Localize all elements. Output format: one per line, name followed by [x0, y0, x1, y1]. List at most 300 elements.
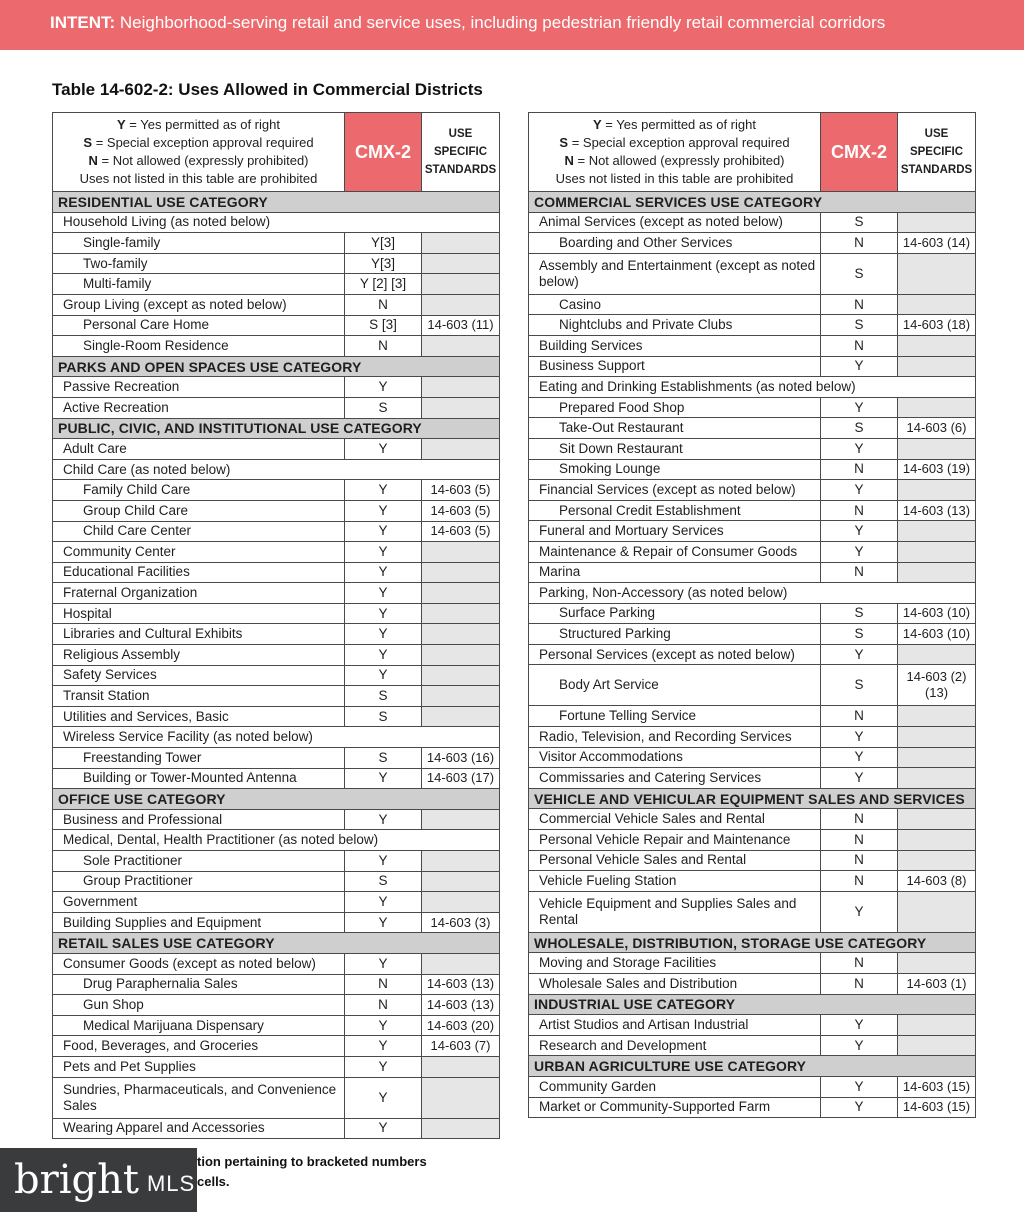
use-name: Family Child Care	[53, 480, 345, 501]
table-row	[529, 294, 976, 315]
use-standard	[422, 871, 500, 892]
legend-line	[531, 116, 818, 134]
use-standard: 14-603 (20)	[422, 1015, 500, 1036]
legend-key: S	[83, 135, 93, 150]
permission-value: Y	[821, 1097, 898, 1118]
legend-text: = Special exception approval required	[568, 135, 790, 150]
use-name: Pets and Pet Supplies	[53, 1056, 345, 1077]
legend-text: Uses not listed in this table are prohibited	[555, 171, 794, 186]
table-row	[53, 480, 500, 501]
permission-value: Y	[345, 1056, 422, 1077]
use-standard	[898, 294, 976, 315]
table-row	[53, 912, 500, 933]
permission-value: N	[821, 294, 898, 315]
use-name: Casino	[529, 294, 821, 315]
table-row	[53, 892, 500, 913]
use-standard: 14-603 (10)	[898, 603, 976, 624]
use-standard	[422, 233, 500, 254]
permission-value: N	[821, 335, 898, 356]
permission-value: Y	[345, 1118, 422, 1139]
use-specific-line: STANDARDS	[424, 164, 497, 176]
group-row	[53, 459, 500, 480]
table-row	[53, 624, 500, 645]
category-row	[53, 933, 500, 954]
permission-value: Y	[345, 953, 422, 974]
use-standard	[422, 583, 500, 604]
table-row	[53, 562, 500, 583]
permission-value: Y	[345, 583, 422, 604]
table-row	[53, 995, 500, 1016]
use-standard	[422, 274, 500, 295]
use-standard	[422, 645, 500, 666]
use-name: Funeral and Mortuary Services	[529, 521, 821, 542]
use-standard	[898, 562, 976, 583]
permission-value: Y[3]	[345, 253, 422, 274]
table-row	[529, 830, 976, 851]
header-row	[53, 113, 500, 192]
legend-cell	[529, 113, 821, 192]
use-standard	[422, 706, 500, 727]
legend-key: S	[559, 135, 569, 150]
table-row	[53, 748, 500, 769]
table-row	[529, 850, 976, 871]
table-row	[529, 397, 976, 418]
footnote-line-2: cells.	[197, 1174, 230, 1189]
permission-value: Y	[345, 439, 422, 460]
permission-value: Y	[821, 438, 898, 459]
use-name: Eating and Drinking Establishments (as noted below)	[529, 377, 976, 398]
use-standard	[422, 809, 500, 830]
use-name: Prepared Food Shop	[529, 397, 821, 418]
table-row	[529, 727, 976, 748]
use-name: Smoking Lounge	[529, 459, 821, 480]
permission-value: Y	[345, 521, 422, 542]
use-standard	[422, 953, 500, 974]
table-row	[53, 851, 500, 872]
use-name: Assembly and Entertainment (except as noted below)	[529, 253, 821, 294]
use-standard	[422, 851, 500, 872]
use-standard: 14-603 (13)	[422, 995, 500, 1016]
category-row	[53, 789, 500, 810]
legend-text: = Yes permitted as of right	[125, 117, 280, 132]
use-name: Wholesale Sales and Distribution	[529, 974, 821, 995]
use-name: Group Child Care	[53, 500, 345, 521]
permission-value: Y	[821, 1015, 898, 1036]
permission-value: Y[3]	[345, 233, 422, 254]
use-name: Personal Vehicle Sales and Rental	[529, 850, 821, 871]
permission-value: Y	[345, 377, 422, 398]
table-row	[53, 583, 500, 604]
use-name: Community Garden	[529, 1076, 821, 1097]
category-label: INDUSTRIAL USE CATEGORY	[529, 994, 976, 1015]
table-row	[529, 603, 976, 624]
permission-value: S	[345, 871, 422, 892]
use-specific-line: USE	[448, 128, 473, 140]
table-row	[53, 1036, 500, 1057]
use-name: Body Art Service	[529, 665, 821, 706]
permission-value: Y	[345, 500, 422, 521]
use-standard: 14-603 (10)	[898, 624, 976, 645]
use-name: Passive Recreation	[53, 377, 345, 398]
table-row	[53, 809, 500, 830]
footnote-line-1: tion pertaining to bracketed numbers	[197, 1154, 427, 1169]
table-row	[529, 562, 976, 583]
use-name: Business Support	[529, 356, 821, 377]
use-name: Building Supplies and Equipment	[53, 912, 345, 933]
use-standard: 14-603 (6)	[898, 418, 976, 439]
table-title: Table 14-602-2: Uses Allowed in Commercial Districts	[52, 80, 483, 99]
permission-value: Y	[345, 809, 422, 830]
use-name: Freestanding Tower	[53, 748, 345, 769]
permission-value: Y	[345, 603, 422, 624]
table-row	[529, 521, 976, 542]
use-standard: 14-603 (7)	[422, 1036, 500, 1057]
use-standard	[422, 686, 500, 707]
use-standard	[898, 727, 976, 748]
use-name: Religious Assembly	[53, 645, 345, 666]
use-standard	[898, 644, 976, 665]
use-name: Group Living (except as noted below)	[53, 294, 345, 315]
table-row	[529, 500, 976, 521]
use-standard	[422, 397, 500, 418]
table-row	[529, 356, 976, 377]
use-name: Adult Care	[53, 439, 345, 460]
category-row	[529, 1056, 976, 1077]
use-standard	[898, 438, 976, 459]
permission-value: Y	[821, 480, 898, 501]
use-specific-line: USE	[924, 128, 949, 140]
permission-value: S	[345, 686, 422, 707]
legend-text: = Not allowed (expressly prohibited)	[573, 153, 785, 168]
use-specific-line: SPECIFIC	[433, 146, 488, 158]
use-name: Personal Vehicle Repair and Maintenance	[529, 830, 821, 851]
use-name: Fraternal Organization	[53, 583, 345, 604]
use-name: Market or Community-Supported Farm	[529, 1097, 821, 1118]
table-row	[529, 418, 976, 439]
table-row	[529, 480, 976, 501]
table-row	[529, 233, 976, 254]
footnote	[197, 1152, 427, 1192]
use-name: Building or Tower-Mounted Antenna	[53, 768, 345, 789]
permission-value: Y	[821, 644, 898, 665]
table-row	[53, 1056, 500, 1077]
permission-value: N	[345, 995, 422, 1016]
permission-value: Y [2] [3]	[345, 274, 422, 295]
permission-value: Y	[821, 1076, 898, 1097]
use-name: Research and Development	[529, 1035, 821, 1056]
permission-value: N	[345, 294, 422, 315]
use-standard	[422, 1056, 500, 1077]
permission-value: S	[821, 624, 898, 645]
table-row	[529, 541, 976, 562]
use-name: Building Services	[529, 335, 821, 356]
use-name: Child Care (as noted below)	[53, 459, 500, 480]
use-standard	[898, 830, 976, 851]
use-standard	[422, 1118, 500, 1139]
use-name: Surface Parking	[529, 603, 821, 624]
use-name: Sundries, Pharmaceuticals, and Convenience Sales	[53, 1077, 345, 1118]
use-standard	[422, 1077, 500, 1118]
use-standard: 14-603 (19)	[898, 459, 976, 480]
table-row	[53, 294, 500, 315]
use-standard: 14-603 (18)	[898, 315, 976, 336]
use-standard: 14-603 (2) (13)	[898, 665, 976, 706]
table-row	[53, 603, 500, 624]
use-standard	[898, 706, 976, 727]
legend-key: N	[564, 153, 574, 168]
table-row	[53, 377, 500, 398]
legend-line	[531, 152, 818, 170]
use-name: Animal Services (except as noted below)	[529, 212, 821, 233]
permission-value: S	[821, 603, 898, 624]
permission-value: N	[821, 850, 898, 871]
intent-label: INTENT:	[50, 13, 116, 32]
table-row	[529, 315, 976, 336]
use-name: Take-Out Restaurant	[529, 418, 821, 439]
use-name: Utilities and Services, Basic	[53, 706, 345, 727]
legend-line	[531, 170, 818, 188]
permission-value: Y	[345, 480, 422, 501]
category-row	[529, 192, 976, 213]
table-row	[53, 274, 500, 295]
use-name: Drug Paraphernalia Sales	[53, 974, 345, 995]
use-name: Household Living (as noted below)	[53, 212, 500, 233]
permission-value: Y	[345, 1036, 422, 1057]
group-row	[53, 830, 500, 851]
table-row	[53, 542, 500, 563]
use-standard	[422, 624, 500, 645]
use-name: Consumer Goods (except as noted below)	[53, 953, 345, 974]
group-row	[53, 212, 500, 233]
use-standard	[898, 768, 976, 789]
permission-value: Y	[345, 665, 422, 686]
use-standard	[898, 253, 976, 294]
table-row	[53, 1118, 500, 1139]
use-standard: 14-603 (5)	[422, 480, 500, 501]
table-row	[529, 1035, 976, 1056]
use-name: Libraries and Cultural Exhibits	[53, 624, 345, 645]
use-name: Gun Shop	[53, 995, 345, 1016]
use-name: Artist Studios and Artisan Industrial	[529, 1015, 821, 1036]
use-name: Two-family	[53, 253, 345, 274]
permission-value: S	[821, 212, 898, 233]
right-uses-table	[528, 112, 976, 1118]
use-standard: 14-603 (16)	[422, 748, 500, 769]
category-row	[53, 356, 500, 377]
use-name: Wearing Apparel and Accessories	[53, 1118, 345, 1139]
permission-value: Y	[821, 397, 898, 418]
permission-value: S	[345, 706, 422, 727]
permission-value: Y	[821, 727, 898, 748]
table-row	[53, 953, 500, 974]
use-standard	[422, 439, 500, 460]
use-name: Sit Down Restaurant	[529, 438, 821, 459]
use-name: Personal Services (except as noted below)	[529, 644, 821, 665]
use-name: Child Care Center	[53, 521, 345, 542]
table-row	[53, 336, 500, 357]
permission-value: Y	[345, 892, 422, 913]
use-name: Medical, Dental, Health Practitioner (as noted below)	[53, 830, 500, 851]
use-standard	[422, 294, 500, 315]
use-name: Medical Marijuana Dispensary	[53, 1015, 345, 1036]
permission-value: N	[821, 809, 898, 830]
use-standard	[898, 809, 976, 830]
use-standard	[422, 665, 500, 686]
table-row	[529, 953, 976, 974]
table-row	[53, 706, 500, 727]
use-name: Structured Parking	[529, 624, 821, 645]
category-label: RETAIL SALES USE CATEGORY	[53, 933, 500, 954]
table-row	[529, 212, 976, 233]
use-name: Fortune Telling Service	[529, 706, 821, 727]
use-name: Commercial Vehicle Sales and Rental	[529, 809, 821, 830]
category-label: PARKS AND OPEN SPACES USE CATEGORY	[53, 356, 500, 377]
group-row	[529, 583, 976, 604]
use-name: Group Practitioner	[53, 871, 345, 892]
permission-value: Y	[345, 562, 422, 583]
table-row	[529, 644, 976, 665]
permission-value: Y	[821, 891, 898, 932]
legend-line	[55, 116, 342, 134]
permission-value: N	[821, 500, 898, 521]
permission-value: Y	[345, 912, 422, 933]
table-row	[529, 768, 976, 789]
use-standard: 14-603 (15)	[898, 1076, 976, 1097]
use-standard: 14-603 (17)	[422, 768, 500, 789]
permission-value: Y	[345, 624, 422, 645]
group-row	[53, 727, 500, 748]
category-row	[529, 788, 976, 809]
permission-value: S	[821, 418, 898, 439]
use-name: Moving and Storage Facilities	[529, 953, 821, 974]
legend-key: Y	[117, 117, 126, 132]
use-name: Active Recreation	[53, 397, 345, 418]
use-standard	[898, 850, 976, 871]
use-name: Nightclubs and Private Clubs	[529, 315, 821, 336]
category-row	[529, 994, 976, 1015]
use-standard	[898, 747, 976, 768]
table-row	[53, 521, 500, 542]
permission-value: S	[821, 665, 898, 706]
use-name: Sole Practitioner	[53, 851, 345, 872]
table-row	[53, 665, 500, 686]
table-row	[529, 438, 976, 459]
category-label: RESIDENTIAL USE CATEGORY	[53, 192, 500, 213]
table-row	[53, 768, 500, 789]
table-row	[529, 1097, 976, 1118]
use-standard	[898, 521, 976, 542]
category-label: VEHICLE AND VEHICULAR EQUIPMENT SALES AND SERVICES	[529, 788, 976, 809]
permission-value: N	[821, 706, 898, 727]
use-name: Boarding and Other Services	[529, 233, 821, 254]
legend-line	[55, 152, 342, 170]
use-name: Personal Care Home	[53, 315, 345, 336]
use-name: Wireless Service Facility (as noted below)	[53, 727, 500, 748]
table-row	[529, 706, 976, 727]
district-header: CMX-2	[821, 113, 898, 192]
table-row	[529, 1076, 976, 1097]
legend-text: = Not allowed (expressly prohibited)	[97, 153, 309, 168]
use-standard	[422, 336, 500, 357]
table-row	[529, 335, 976, 356]
bright-mls-logo	[0, 1148, 197, 1212]
use-name: Food, Beverages, and Groceries	[53, 1036, 345, 1057]
use-name: Safety Services	[53, 665, 345, 686]
permission-value: Y	[821, 1035, 898, 1056]
group-row	[529, 377, 976, 398]
table-row	[529, 891, 976, 932]
permission-value: S	[345, 397, 422, 418]
use-standard: 14-603 (13)	[422, 974, 500, 995]
use-name: Financial Services (except as noted below)	[529, 480, 821, 501]
permission-value: Y	[345, 851, 422, 872]
logo-brand: bright	[14, 1157, 139, 1203]
table-row	[53, 686, 500, 707]
legend-cell	[53, 113, 345, 192]
table-row	[529, 665, 976, 706]
permission-value: N	[821, 974, 898, 995]
use-standard: 14-603 (13)	[898, 500, 976, 521]
legend-text: = Special exception approval required	[92, 135, 314, 150]
table-row	[529, 974, 976, 995]
use-name: Personal Credit Establishment	[529, 500, 821, 521]
use-standard	[898, 1035, 976, 1056]
use-name: Hospital	[53, 603, 345, 624]
use-standard	[898, 335, 976, 356]
category-label: PUBLIC, CIVIC, AND INSTITUTIONAL USE CATEGORY	[53, 418, 500, 439]
use-standard	[898, 212, 976, 233]
permission-value: Y	[821, 747, 898, 768]
use-standard	[422, 542, 500, 563]
table-row	[529, 459, 976, 480]
permission-value: N	[821, 459, 898, 480]
legend-key: Y	[593, 117, 602, 132]
table-row	[529, 624, 976, 645]
use-standard: 14-603 (14)	[898, 233, 976, 254]
intent-banner	[0, 0, 1024, 50]
use-name: Radio, Television, and Recording Services	[529, 727, 821, 748]
permission-value: Y	[345, 1015, 422, 1036]
legend-line	[531, 134, 818, 152]
permission-value: Y	[345, 768, 422, 789]
table-row	[53, 1077, 500, 1118]
use-standard: 14-603 (5)	[422, 521, 500, 542]
category-label: URBAN AGRICULTURE USE CATEGORY	[529, 1056, 976, 1077]
use-standard	[898, 541, 976, 562]
use-standard	[422, 253, 500, 274]
use-standard	[898, 1015, 976, 1036]
permission-value: N	[345, 974, 422, 995]
use-standard	[898, 397, 976, 418]
permission-value: N	[821, 830, 898, 851]
table-row	[53, 974, 500, 995]
table-row	[529, 253, 976, 294]
use-standard	[422, 377, 500, 398]
legend-text: = Yes permitted as of right	[601, 117, 756, 132]
intent-text: Neighborhood-serving retail and service uses, including pedestrian friendly retail commercial corridors	[119, 13, 886, 32]
table-row	[53, 439, 500, 460]
table-row	[53, 253, 500, 274]
use-name: Commissaries and Catering Services	[529, 768, 821, 789]
table-row	[53, 397, 500, 418]
use-standard: 14-603 (3)	[422, 912, 500, 933]
permission-value: Y	[821, 768, 898, 789]
use-standard	[898, 480, 976, 501]
use-name: Parking, Non-Accessory (as noted below)	[529, 583, 976, 604]
permission-value: Y	[345, 542, 422, 563]
legend-key: N	[88, 153, 98, 168]
table-row	[53, 871, 500, 892]
